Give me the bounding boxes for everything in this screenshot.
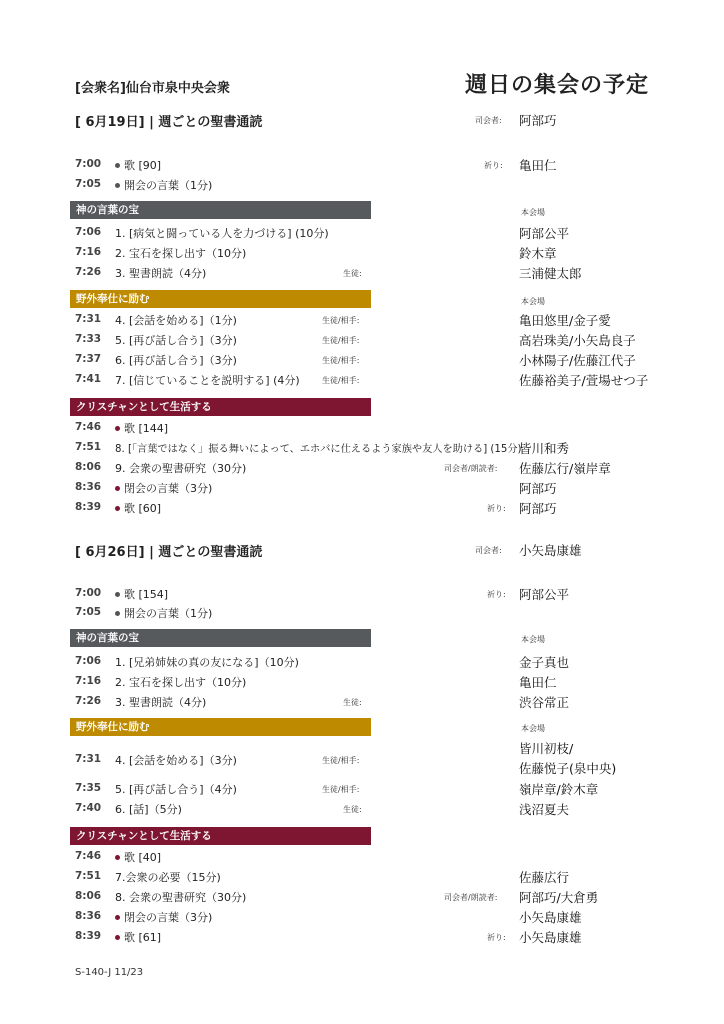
- time-label: 7:33: [75, 333, 102, 345]
- program-item: 8. [「言葉ではなく」振る舞いによって、エホバに仕えるよう家族や友人を助ける] (15分): [115, 444, 522, 455]
- chairman-role-label: 司会者:: [475, 116, 502, 125]
- program-item: 6. [話]（5分): [115, 803, 182, 816]
- assignee-name: 渋谷常正: [519, 695, 570, 710]
- prayer-role-label: 祈り:: [484, 161, 503, 170]
- time-label: 8:39: [75, 930, 102, 942]
- form-code-footer: S-140-J 11/23: [75, 967, 144, 978]
- program-item: 1. [病気と闘っている人を力づける] (10分): [115, 227, 329, 240]
- chairman-name: 小矢島康雄: [519, 543, 582, 558]
- program-item: 3. 聖書朗読（4分): [115, 696, 207, 709]
- week-title: [ 6月19日] | 週ごとの聖書通読: [75, 115, 263, 130]
- hall-label: 本会場: [521, 724, 545, 733]
- program-item: 3. 聖書朗読（4分): [115, 267, 207, 280]
- program-item: 歌 [61]: [115, 929, 161, 945]
- hall-label: 本会場: [521, 208, 545, 217]
- assignee-name-continued: 佐藤悦子(泉中央): [519, 761, 617, 776]
- section-treasures-header: 神の言葉の宝: [70, 201, 371, 219]
- program-item: 5. [再び話し合う]（4分): [115, 783, 237, 796]
- time-label: 7:37: [75, 353, 102, 365]
- assignee-name: 亀田悠里/金子愛: [519, 313, 611, 328]
- assignee-name: 三浦健太郎: [519, 266, 582, 281]
- hall-label: 本会場: [521, 635, 545, 644]
- conductor-reader-role-label: 司会者/朗読者:: [444, 464, 498, 473]
- assignee-name: 浅沼夏夫: [519, 802, 570, 817]
- time-label: 7:31: [75, 313, 102, 325]
- bullet-dot-icon: [115, 183, 120, 188]
- student-partner-role-label: 生徒/相手:: [322, 376, 360, 385]
- student-partner-role-label: 生徒/相手:: [322, 316, 360, 325]
- time-label: 7:51: [75, 441, 102, 453]
- assignee-name: 阿部巧: [519, 501, 557, 516]
- chairman-role-label: 司会者:: [475, 546, 502, 555]
- assignee-name: 亀田仁: [519, 158, 557, 173]
- time-label: 7:06: [75, 226, 102, 238]
- prayer-role-label: 祈り:: [487, 933, 506, 942]
- time-label: 8:36: [75, 481, 102, 493]
- assignee-name: 小林陽子/佐藤江代子: [519, 353, 636, 368]
- assignee-name: 小矢島康雄: [519, 910, 582, 925]
- time-label: 7:46: [75, 850, 102, 862]
- program-item: 開会の言葉（1分): [115, 177, 212, 193]
- congregation-name: [会衆名]仙台市泉中央会衆: [75, 81, 230, 96]
- program-item: 開会の言葉（1分): [115, 605, 212, 621]
- student-role-label: 生徒:: [343, 698, 362, 707]
- program-item: 7.会衆の必要（15分): [115, 871, 221, 884]
- program-item: 7. [信じていることを説明する] (4分): [115, 374, 300, 387]
- bullet-dot-icon: [115, 592, 120, 597]
- student-partner-role-label: 生徒/相手:: [322, 785, 360, 794]
- time-label: 7:26: [75, 695, 102, 707]
- time-label: 7:05: [75, 178, 102, 190]
- hall-label: 本会場: [521, 297, 545, 306]
- time-label: 8:39: [75, 501, 102, 513]
- bullet-dot-icon: [115, 426, 120, 431]
- assignee-name: 皆川初枝/: [519, 741, 574, 756]
- time-label: 7:26: [75, 266, 102, 278]
- bullet-dot-icon: [115, 935, 120, 940]
- assignee-name: 小矢島康雄: [519, 930, 582, 945]
- bullet-dot-icon: [115, 506, 120, 511]
- program-item: 1. [兄弟姉妹の真の友になる]（10分): [115, 656, 299, 669]
- program-item: 9. 会衆の聖書研究（30分): [115, 462, 247, 475]
- program-item: 歌 [144]: [115, 420, 168, 436]
- program-item: 2. 宝石を探し出す（10分): [115, 247, 247, 260]
- conductor-reader-role-label: 司会者/朗読者:: [444, 893, 498, 902]
- assignee-name: 嶺岸章/鈴木章: [519, 782, 599, 797]
- section-christian-living-header: クリスチャンとして生活する: [70, 398, 371, 416]
- assignee-name: 高岩珠美/小矢島良子: [519, 333, 636, 348]
- student-partner-role-label: 生徒/相手:: [322, 336, 360, 345]
- program-item: 閉会の言葉（3分): [115, 480, 212, 496]
- program-item: 2. 宝石を探し出す（10分): [115, 676, 247, 689]
- chairman-name: 阿部巧: [519, 113, 557, 128]
- program-item: 歌 [154]: [115, 586, 168, 602]
- assignee-name: 阿部公平: [519, 587, 570, 602]
- program-item: 4. [会話を始める]（1分): [115, 314, 237, 327]
- bullet-dot-icon: [115, 163, 120, 168]
- time-label: 8:36: [75, 910, 102, 922]
- program-item: 8. 会衆の聖書研究（30分): [115, 891, 247, 904]
- time-label: 7:05: [75, 606, 102, 618]
- section-christian-living-header: クリスチャンとして生活する: [70, 827, 371, 845]
- program-item: 4. [会話を始める]（3分): [115, 754, 237, 767]
- bullet-dot-icon: [115, 486, 120, 491]
- program-item: 閉会の言葉（3分): [115, 909, 212, 925]
- time-label: 7:40: [75, 802, 102, 814]
- time-label: 7:16: [75, 675, 102, 687]
- assignee-name: 佐藤広行/嶺岸章: [519, 461, 611, 476]
- time-label: 7:31: [75, 753, 102, 765]
- bullet-dot-icon: [115, 611, 120, 616]
- bullet-dot-icon: [115, 915, 120, 920]
- program-item: 歌 [40]: [115, 849, 161, 865]
- time-label: 7:46: [75, 421, 102, 433]
- program-item: 歌 [60]: [115, 500, 161, 516]
- assignee-name: 阿部巧: [519, 481, 557, 496]
- time-label: 8:06: [75, 461, 102, 473]
- time-label: 8:06: [75, 890, 102, 902]
- program-item: 歌 [90]: [115, 157, 161, 173]
- assignee-name: 亀田仁: [519, 675, 557, 690]
- assignee-name: 鈴木章: [519, 246, 557, 261]
- time-label: 7:00: [75, 587, 102, 599]
- section-ministry-header: 野外奉仕に励む: [70, 290, 371, 308]
- student-role-label: 生徒:: [343, 269, 362, 278]
- section-treasures-header: 神の言葉の宝: [70, 629, 371, 647]
- prayer-role-label: 祈り:: [487, 504, 506, 513]
- assignee-name: 皆川和秀: [519, 441, 570, 456]
- program-item: 6. [再び話し合う]（3分): [115, 354, 237, 367]
- student-partner-role-label: 生徒/相手:: [322, 356, 360, 365]
- bullet-dot-icon: [115, 855, 120, 860]
- assignee-name: 佐藤裕美子/萱場せつ子: [519, 373, 649, 388]
- time-label: 7:06: [75, 655, 102, 667]
- assignee-name: 阿部巧/大倉勇: [519, 890, 599, 905]
- week-title: [ 6月26日] | 週ごとの聖書通読: [75, 545, 263, 560]
- student-partner-role-label: 生徒/相手:: [322, 756, 360, 765]
- time-label: 7:41: [75, 373, 102, 385]
- assignee-name: 佐藤広行: [519, 870, 570, 885]
- time-label: 7:35: [75, 782, 102, 794]
- section-ministry-header: 野外奉仕に励む: [70, 718, 371, 736]
- time-label: 7:51: [75, 870, 102, 882]
- assignee-name: 阿部公平: [519, 226, 570, 241]
- time-label: 7:00: [75, 158, 102, 170]
- document-title: 週日の集会の予定: [465, 73, 650, 98]
- time-label: 7:16: [75, 246, 102, 258]
- assignee-name: 金子真也: [519, 655, 570, 670]
- student-role-label: 生徒:: [343, 805, 362, 814]
- program-item: 5. [再び話し合う]（3分): [115, 334, 237, 347]
- prayer-role-label: 祈り:: [487, 590, 506, 599]
